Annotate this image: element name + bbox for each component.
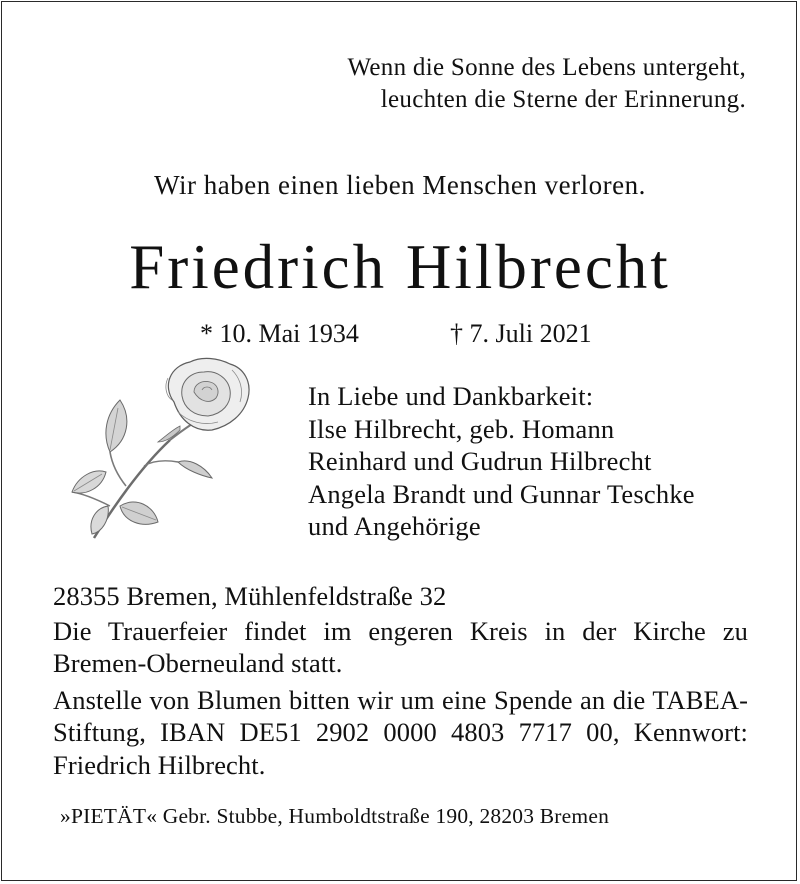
mourner-name: Ilse Hilbrecht, geb. Homann [308, 413, 615, 444]
death-date: † 7. Juli 2021 [450, 319, 592, 348]
donation-notice: Anstelle von Blumen bitten wir um eine Spende an die TABEA-Stiftung, IBAN DE51 2902 0000 4803 7717 00, Kennwort: Friedrich Hilbrecht. [53, 684, 748, 780]
mourner-name: Angela Brandt und Gunnar Teschke [308, 478, 695, 509]
address-line: 28355 Bremen, Mühlenfeldstraße 32 [53, 581, 447, 611]
mourners-block [308, 380, 758, 543]
funeral-notice: Die Trauerfeier findet im engeren Kreis in der Kirche zu Bremen-Oberneuland statt. [53, 615, 748, 678]
funeral-home-footer: »PIETÄT« Gebr. Stubbe, Humboldtstraße 190, 28203 Bremen [60, 804, 610, 828]
details-block [53, 580, 748, 781]
motto-line-1: Wenn die Sonne des Lebens untergeht, [347, 54, 746, 81]
motto-line-2: leuchten die Sterne der Erinnerung. [380, 86, 746, 113]
mourners-heading: In Liebe und Dankbarkeit: [308, 381, 594, 411]
deceased-name: Friedrich Hilbrecht [129, 232, 671, 302]
mourner-name: Reinhard und Gudrun Hilbrecht [308, 446, 652, 476]
birth-date: * 10. Mai 1934 [200, 319, 359, 348]
motto-quote [300, 52, 746, 116]
rose-icon [62, 356, 258, 546]
mourner-name: und Angehörige [308, 511, 481, 541]
intro-text: Wir haben einen lieben Menschen verloren. [154, 170, 646, 200]
